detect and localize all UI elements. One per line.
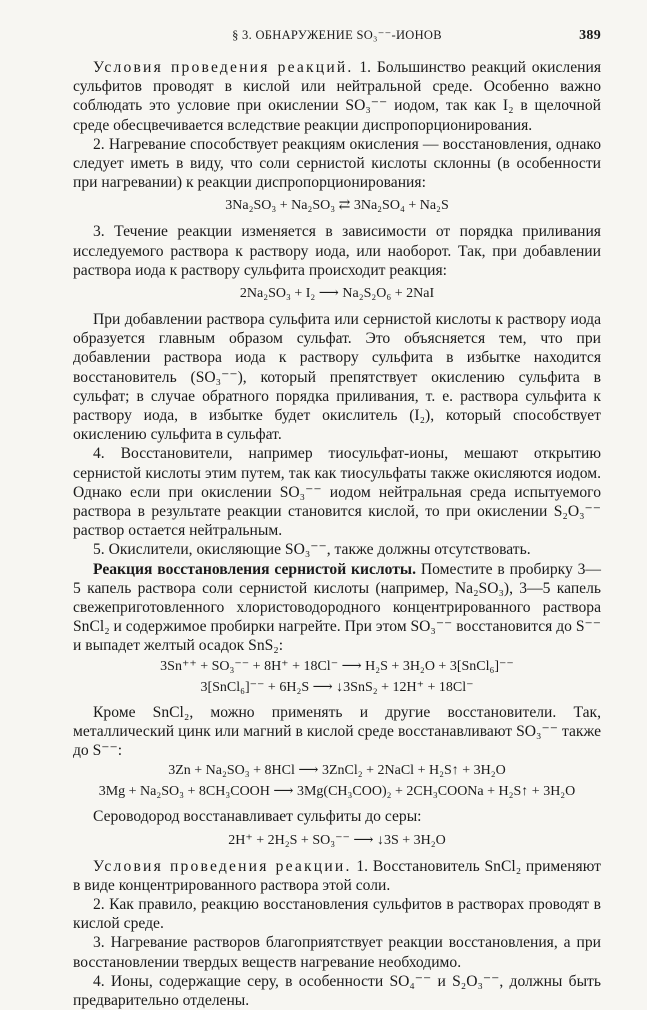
paragraph: 3. Течение реакции изменяется в зависимости от порядка приливания исследуемого раствора к раствору иода, или наоборот. Так, при добавлении раствора иода к раствору сульфита происходит реакция: bbox=[73, 223, 601, 279]
paragraph-lead: Реакция восстановления сернистой кислоты. bbox=[93, 560, 416, 578]
paragraph: Кроме SnCl₂, можно применять и другие восстановители. Так, металлический цинк или магний в кислой среде восстанавливают SO₃⁻⁻ также до S⁻⁻: bbox=[73, 703, 601, 760]
paragraph: 4. Восстановители, например тиосульфат-ионы, мешают открытию сернистой кислоты этим путем, так как тиосульфаты также окисляются иодом. Однако если при окислении SO₃⁻⁻ иодом нейтральная среда испытуемого раствора в результате реакции становится кислой, то при окислении S₂O₃⁻⁻ раствор остается нейтральным. bbox=[73, 445, 601, 540]
paragraph-text: 1. Большинство реакций окисления сульфитов проводят в кислой или нейтральной среде. Особенно важно соблюдать это условие при окислении SO₃⁻⁻ иодом, так как I₂ в щелочной среде обесцвечивается вследствие реакции диспропорционирования. bbox=[73, 59, 601, 134]
equation: 2H⁺ + 2H₂S + SO₃⁻⁻ ⟶ ↓3S + 3H₂O bbox=[228, 832, 446, 848]
page-body bbox=[73, 58, 601, 1010]
equation: 3Mg + Na₂SO₃ + 8CH₃COOH ⟶ 3Mg(CH₃COO)₂ + 2CH₃COONa + H₂S↑ + 3H₂O bbox=[98, 784, 576, 800]
equation: 2Na₂SO₃ + I₂ ⟶ Na₂S₂O₆ + 2NaI bbox=[239, 286, 435, 302]
section-title: § 3. ОБНАРУЖЕНИЕ SO₃⁻⁻-ИОНОВ bbox=[232, 28, 442, 42]
paragraph-reduction-reaction bbox=[73, 560, 601, 656]
page-number: 389 bbox=[579, 28, 601, 43]
paragraph-conditions-oxidation bbox=[73, 58, 601, 135]
equation: 3[SnCl₆]⁻⁻ + 6H₂S ⟶ ↓3SnS₂ + 12H⁺ + 18Cl⁻ bbox=[200, 679, 474, 695]
paragraph: При добавлении раствора сульфита или сернистой кислоты к раствору иода образуется главным образом сульфат. Это объясняется тем, что при добавлении раствора иода к раствору сульфита в избытке находится восстановитель (SO₃⁻⁻), который препятствует окислению сульфита в сульфат; в случае обратного порядка приливания, т. е. раствора сульфита к раствору иода, в избытке будет окислитель (I₂), который способствует окислению сульфита в сульфат. bbox=[73, 311, 601, 444]
equation: 3Zn + Na₂SO₃ + 8HCl ⟶ 3ZnCl₂ + 2NaCl + H₂S↑ + 3H₂O bbox=[168, 763, 506, 779]
equation: 3Sn⁺⁺ + SO₃⁻⁻ + 8H⁺ + 18Cl⁻ ⟶ H₂S + 3H₂O + 3[SnCl₆]⁻⁻ bbox=[160, 658, 514, 674]
paragraph-conditions-reduction bbox=[73, 857, 601, 895]
paragraph: 2. Нагревание способствует реакциям окисления — восстановления, однако следует иметь в виду, что соли сернистой кислоты склонны (в особенности при нагревании) к реакции диспропорционирования: bbox=[73, 135, 601, 192]
paragraph: 5. Окислители, окисляющие SO₃⁻⁻, также должны отсутствовать. bbox=[93, 541, 531, 559]
running-header bbox=[73, 26, 601, 46]
paragraph-text: Поместите в пробирку 3—5 капель раствора соли сернистой кислоты (например, Na₂SO₃), 3—5 капель свежеприготовленного хлористоводородного концентрированного раствора SnCl₂ и содержимое пробирки нагрейте. При этом SO₃⁻⁻ восстановится до S⁻⁻ и выпадет желтый осадок SnS₂: bbox=[73, 560, 602, 655]
equation: 3Na₂SO₃ + Na₂SO₃ ⇄ 3Na₂SO₄ + Na₂S bbox=[225, 198, 449, 214]
paragraph: 3. Нагревание растворов благоприятствует реакции восстановления, а при восстановлении твердых веществ нагревание необходимо. bbox=[73, 934, 601, 971]
paragraph: 2. Как правило, реакцию восстановления сульфитов в растворах проводят в кислой среде. bbox=[73, 895, 601, 933]
paragraph: 4. Ионы, содержащие серу, в особенности SO₄⁻⁻ и S₂O₃⁻⁻, должны быть предварительно отделены. bbox=[73, 972, 601, 1009]
paragraph: Сероводород восстанавливает сульфиты до серы: bbox=[93, 808, 422, 826]
paragraph-lead: Условия проведения реакций. bbox=[93, 59, 354, 76]
paragraph-text: 1. Восстановитель SnCl₂ применяют в виде концентрированного раствора этой соли. bbox=[73, 857, 601, 894]
paragraph-lead: Условия проведения реакции. bbox=[93, 857, 352, 875]
